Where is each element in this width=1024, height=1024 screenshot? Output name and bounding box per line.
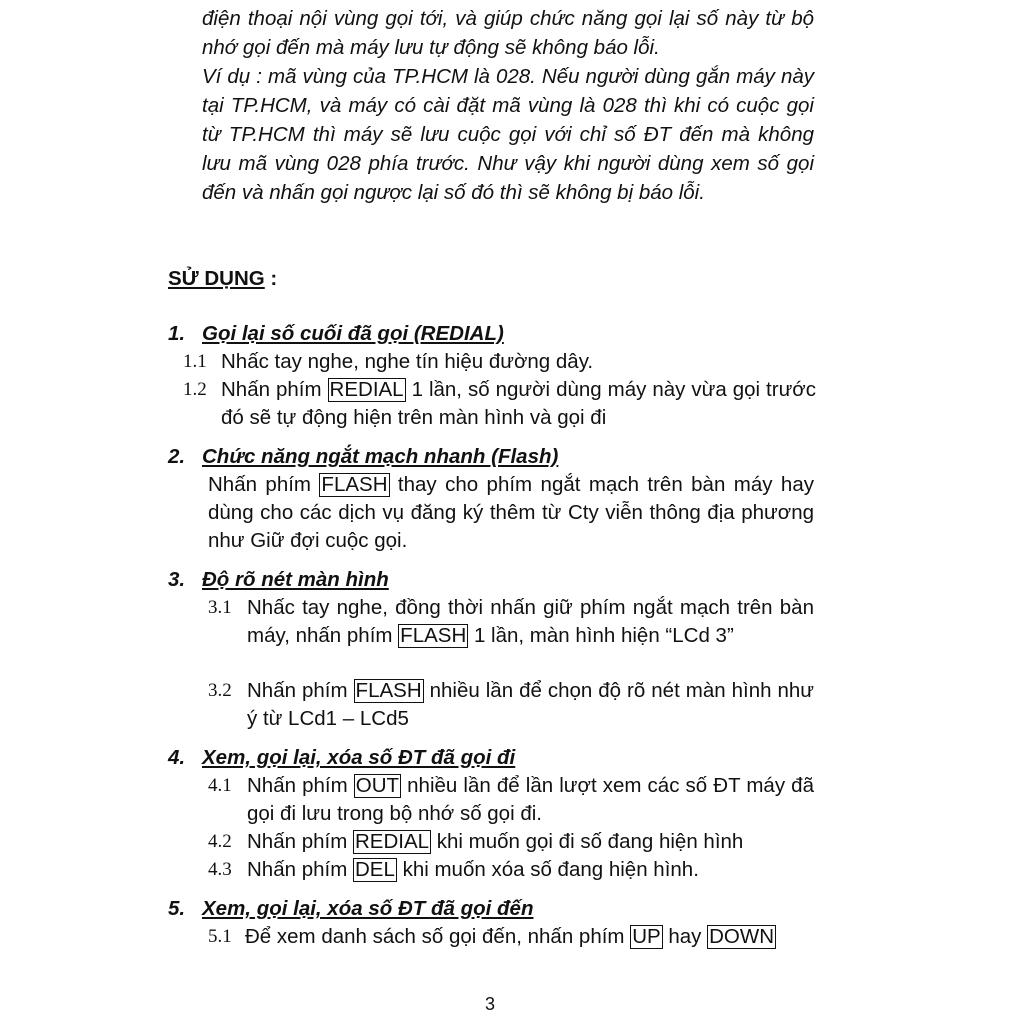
para-text-pre: Nhấn phím [208, 473, 320, 496]
flash-key: FLASH [355, 679, 422, 702]
item-label: 4.3 [208, 859, 232, 880]
item-label: 4.2 [208, 831, 232, 852]
item-label: 5.1 [208, 926, 232, 947]
intro-paragraph-1: điện thoại nội vùng gọi tới, và giúp chức năng gọi lại số này từ bộ nhớ gọi đến mà máy lưu tự động sẽ không báo lỗi. [202, 7, 814, 59]
para-text-post: thay cho phím ngắt mạch trên bàn máy hay dùng cho các dịch vụ đăng ký thêm từ Cty viễn thông địa phương như Giữ đợi cuộc gọi. [208, 473, 814, 552]
heading-incoming [168, 895, 533, 923]
item-text-pre: Nhấn phím [247, 858, 353, 881]
list-item-3-1 [208, 594, 814, 650]
list-item-1-2 [183, 376, 816, 432]
redial-key: REDIAL [329, 378, 404, 401]
heading-title: Gọi lại số cuối đã gọi (REDIAL) [202, 322, 504, 345]
heading-outgoing [168, 744, 515, 772]
item-text-post: khi muốn xóa số đang hiện hình. [396, 858, 699, 881]
heading-number: 3. [168, 568, 186, 591]
section-title-text: SỬ DỤNG [168, 267, 265, 290]
list-item-4-2 [208, 828, 814, 856]
section-title [168, 264, 277, 293]
down-key: DOWN [709, 925, 775, 948]
item-text-pre: Nhấc tay nghe, đồng thời nhấn giữ phím ngắt mạch trên bàn máy, nhấn phím [247, 596, 814, 647]
item-text: Nhấc tay nghe, nghe tín hiệu đường dây. [221, 350, 594, 373]
item-label: 3.1 [208, 597, 232, 618]
list-item-1-1 [183, 348, 816, 376]
heading-number: 5. [168, 897, 186, 920]
list-item-3-2 [208, 677, 814, 733]
heading-title: Chức năng ngắt mạch nhanh (Flash) [202, 445, 559, 468]
heading-number: 4. [168, 746, 186, 769]
up-key: UP [632, 925, 661, 948]
item-text-post: 1 lần, màn hình hiện “LCd 3” [468, 624, 734, 647]
heading-title: Xem, gọi lại, xóa số ĐT đã gọi đến [202, 897, 534, 920]
item-text-mid: hay [662, 925, 708, 948]
item-text-pre: Để xem danh sách số gọi đến, nhấn phím [245, 925, 631, 948]
section-title-colon: : [264, 267, 278, 290]
heading-title: Độ rõ nét màn hình [202, 568, 389, 591]
item-label: 4.1 [208, 775, 232, 796]
item-text-post: 1 lần, số người dùng máy này vừa gọi trước đó sẽ tự động hiện trên màn hình và gọi đi [221, 378, 816, 429]
redial-key: REDIAL [354, 830, 430, 853]
item-text-pre: Nhấn phím [247, 774, 354, 797]
item-text-pre: Nhấn phím [221, 378, 328, 401]
heading-title: Xem, gọi lại, xóa số ĐT đã gọi đi [202, 746, 516, 769]
item-label: 1.1 [183, 351, 207, 372]
item-text-post: nhiều lần để chọn độ rõ nét màn hình như ý từ LCd1 – LCd5 [247, 679, 814, 730]
list-item-4-1 [208, 772, 814, 828]
heading-number: 2. [168, 445, 186, 468]
del-key: DEL [354, 858, 395, 881]
page-number: 3 [484, 994, 495, 1014]
flash-paragraph [208, 471, 814, 555]
item-text-post: khi muốn gọi đi số đang hiện hình [431, 830, 744, 853]
item-text-post: nhiều lần để lần lượt xem các số ĐT máy đã gọi đi lưu trong bộ nhớ số gọi đi. [247, 774, 814, 825]
list-item-5-1 [208, 923, 820, 951]
item-text-pre: Nhấn phím [247, 830, 353, 853]
heading-contrast [168, 566, 389, 594]
flash-key: FLASH [321, 473, 388, 496]
intro-text [202, 4, 814, 207]
heading-redial [168, 320, 504, 348]
flash-key: FLASH [400, 624, 467, 647]
item-text-pre: Nhấn phím [247, 679, 354, 702]
out-key: OUT [355, 774, 400, 797]
item-label: 3.2 [208, 680, 232, 701]
heading-flash [168, 443, 558, 471]
list-item-4-3 [208, 856, 814, 884]
intro-example-paragraph: Ví dụ : mã vùng của TP.HCM là 028. Nếu người dùng gắn máy này tại TP.HCM, và máy có cài đặt mã vùng là 028 thì khi có cuộc gọi từ TP.HCM thì máy sẽ lưu cuộc gọi với chỉ số ĐT đến mà không lưu mã vùng 028 phía trước. Như vậy khi người dùng xem số gọi đến và nhấn gọi ngược lại số đó thì sẽ không bị báo lỗi. [202, 65, 814, 204]
heading-number: 1. [168, 322, 186, 345]
item-label: 1.2 [183, 379, 207, 400]
